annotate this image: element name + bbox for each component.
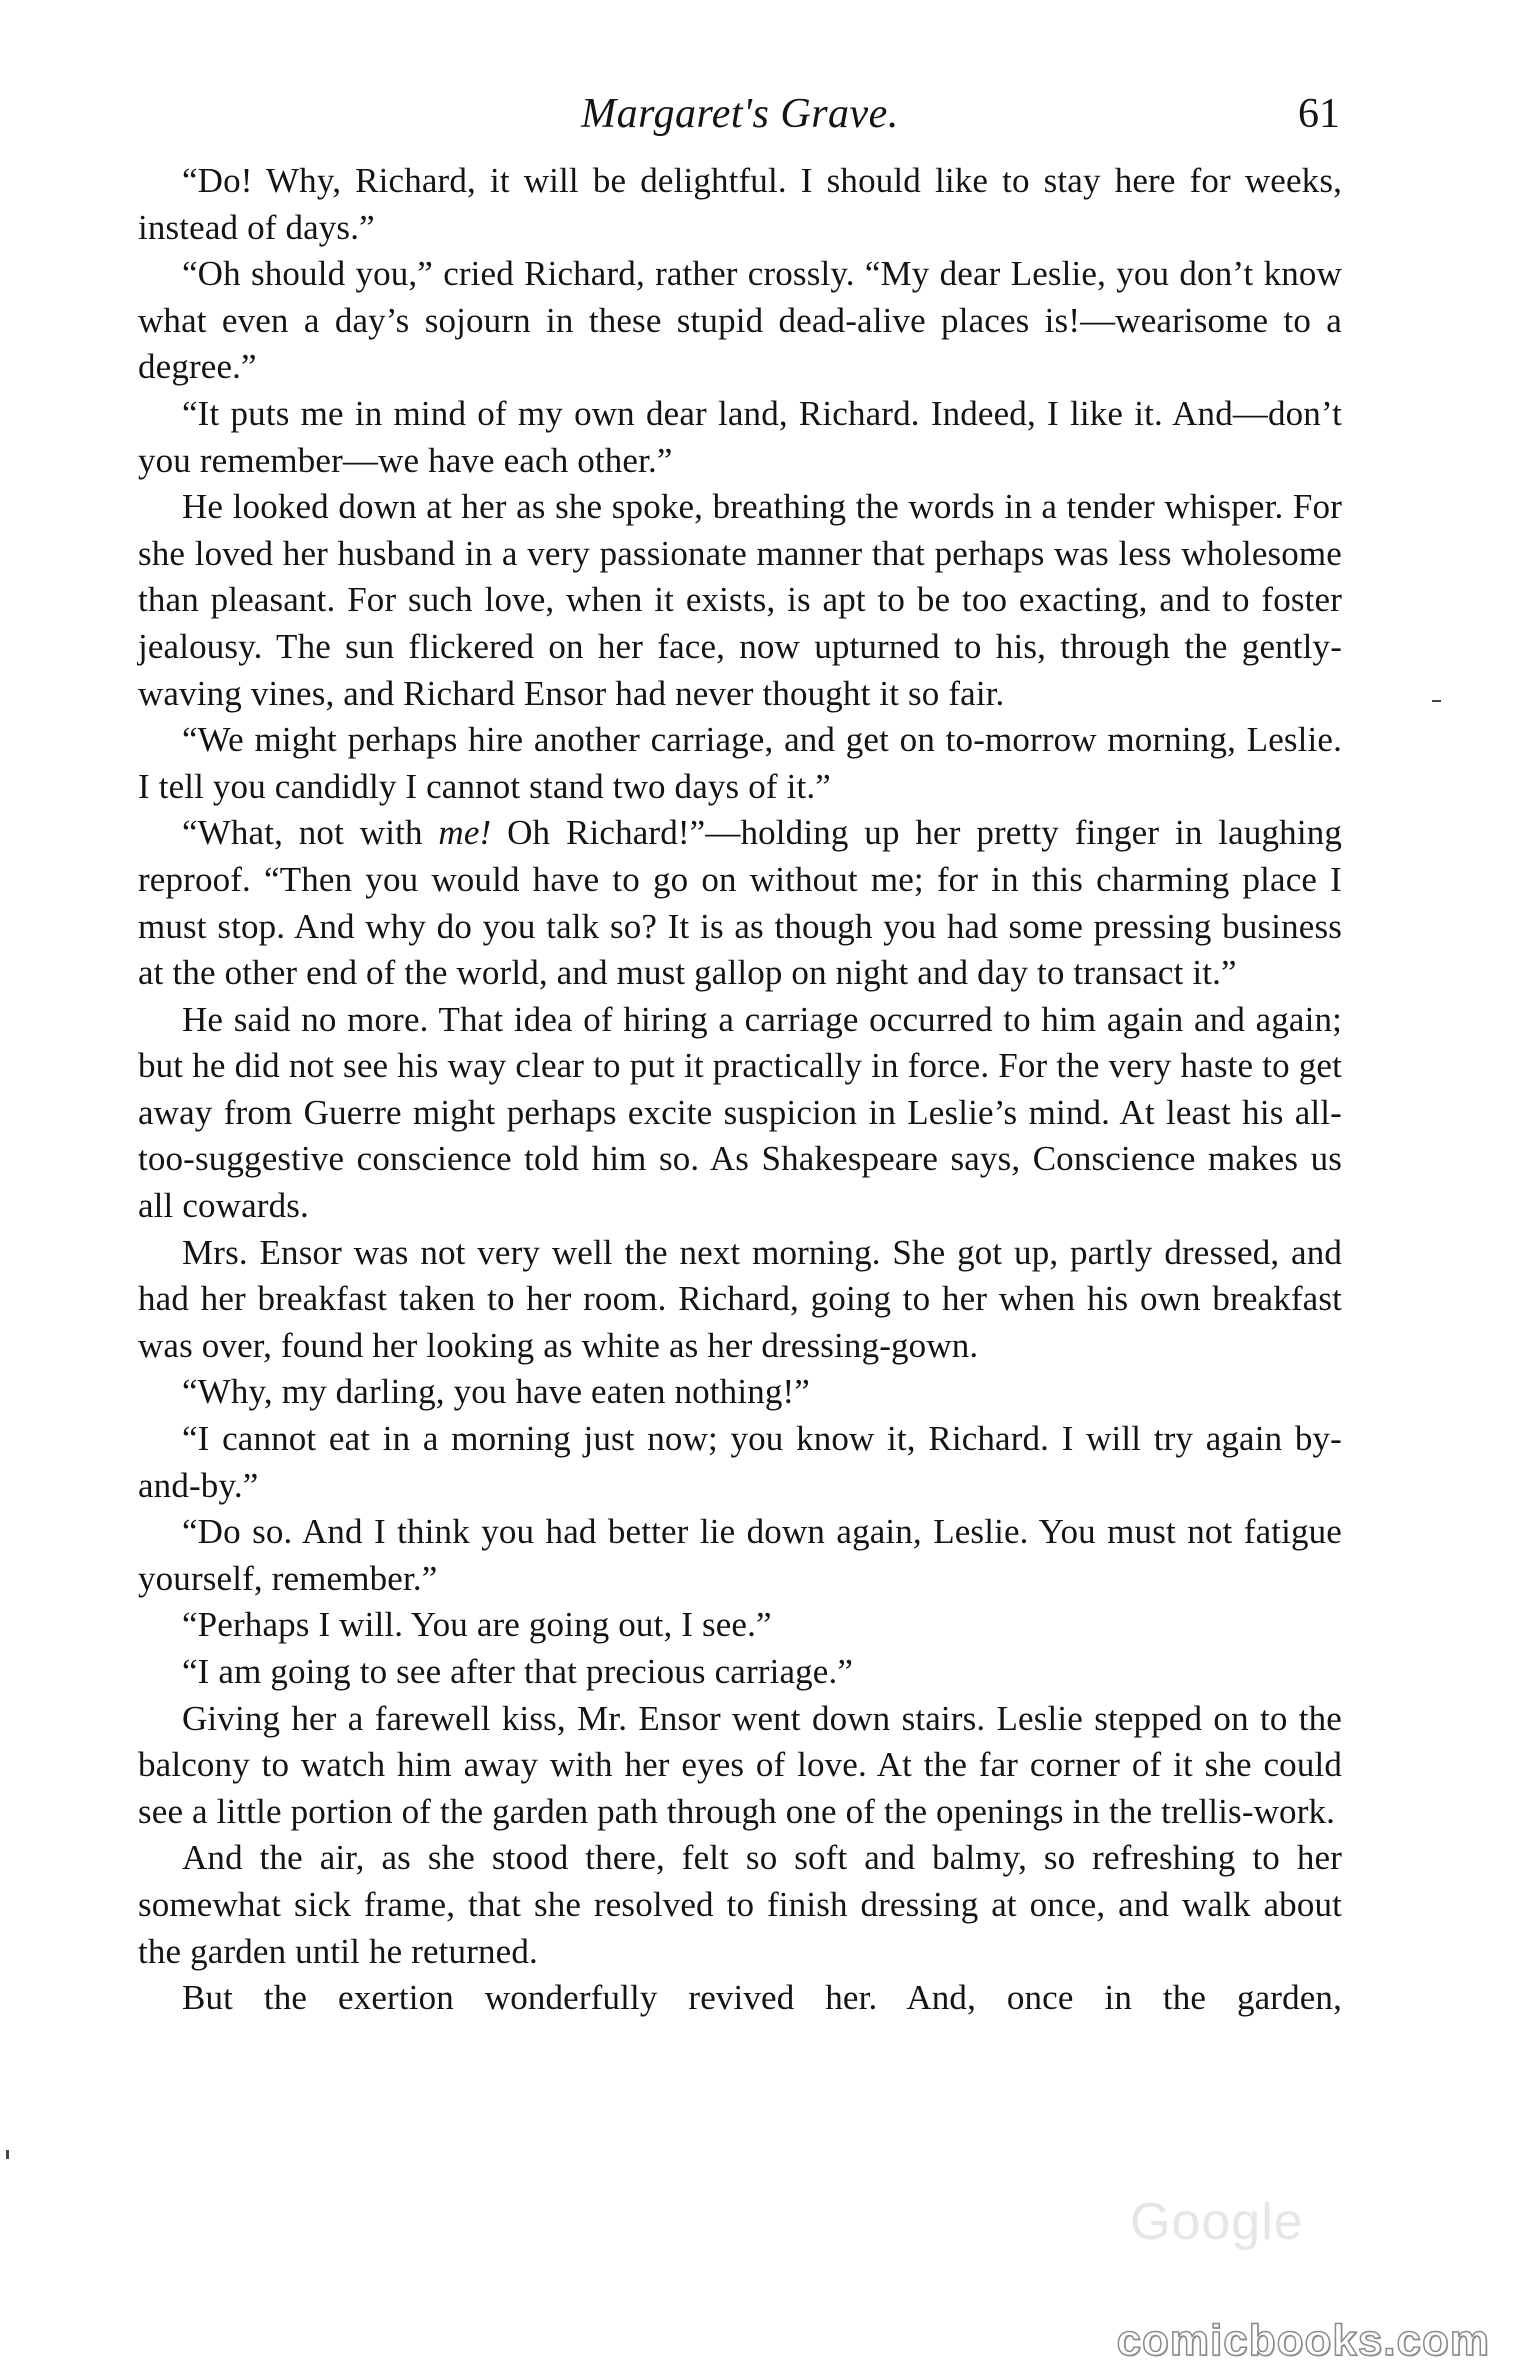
paragraph-text: Oh Richard!”—holding up her pretty finger in laughing reproof. “Then you would have to go on without me; for in this charming place I must stop. And why do you talk so? It is as though you had some pressing business at the other end of the world, and must gallop on night and day to transact it.”: [138, 813, 1342, 993]
margin-mark: [1432, 700, 1441, 702]
paragraph-text: “What, not with: [182, 813, 439, 853]
scan-watermark: Google: [1130, 2193, 1304, 2251]
body-text: [138, 158, 1342, 2022]
site-watermark: comicbooks.com: [1116, 2316, 1490, 2365]
paragraph: “Do! Why, Richard, it will be delightful. I should like to stay here for weeks, instead of days.”: [138, 161, 1342, 247]
paragraph: “I am going to see after that precious carriage.”: [182, 1652, 854, 1691]
paragraph: “Perhaps I will. You are going out, I see.”: [182, 1605, 772, 1645]
paragraph: Giving her a farewell kiss, Mr. Ensor went down stairs. Leslie stepped on to the balcony to watch him away with her eyes of love. At the far corner of it she could see a little portion of the garden path through one of the openings in the trellis-work.: [138, 1698, 1342, 1831]
margin-mark: [6, 2150, 9, 2159]
paragraph: “Do so. And I think you had better lie down again, Leslie. You must not fatigue yourself, remember.”: [138, 1512, 1342, 1598]
paragraph: But the exertion wonderfully revived her. And, once in the garden,: [182, 1978, 1342, 2018]
paragraph: “Oh should you,” cried Richard, rather crossly. “My dear Leslie, you don’t know what even a day’s sojourn in these stupid dead-alive places is!—wearisome to a degree.”: [138, 254, 1342, 387]
paragraph: And the air, as she stood there, felt so soft and balmy, so refreshing to her somewhat sick frame, that she resolved to finish dressing at once, and walk about the garden until he returned.: [138, 1838, 1342, 1971]
paragraph: “It puts me in mind of my own dear land, Richard. Indeed, I like it. And—don’t you remember—we have each other.”: [138, 393, 1342, 480]
paragraph: “We might perhaps hire another carriage, and get on to-morrow morning, Leslie. I tell you candidly I cannot stand two days of it.”: [138, 720, 1342, 806]
paragraph: He said no more. That idea of hiring a carriage occurred to him again and again; but he did not see his way clear to put it practically in force. For the very haste to get away from Guerre might perhaps excite suspicion in Leslie’s mind. At least his all-too-suggestive conscience told him so. As Shakespeare says, Conscience makes us all cowards.: [138, 999, 1342, 1226]
emphasis-text: me!: [438, 813, 492, 853]
paragraph: He looked down at her as she spoke, breathing the words in a tender whisper. For she loved her husband in a very passionate manner that perhaps was less wholesome than pleasant. For such love, when it exists, is apt to be too exacting, and to foster jealousy. The sun flickered on her face, now upturned to his, through the gently-waving vines, and Richard Ensor had never thought it so fair.: [138, 487, 1342, 713]
paragraph: “I cannot eat in a morning just now; you know it, Richard. I will try again by-and-by.”: [138, 1419, 1342, 1505]
paragraph: Mrs. Ensor was not very well the next morning. She got up, partly dressed, and had her breakfast taken to her room. Richard, going to her when his own breakfast was over, found her looking as white as her dressing-gown.: [138, 1232, 1342, 1365]
running-header: [140, 86, 1340, 146]
page-number: 61: [1298, 91, 1340, 137]
paragraph: “Why, my darling, you have eaten nothing!”: [182, 1372, 810, 1412]
running-title: Margaret's Grave.: [581, 91, 899, 137]
paragraph: [138, 810, 1342, 996]
